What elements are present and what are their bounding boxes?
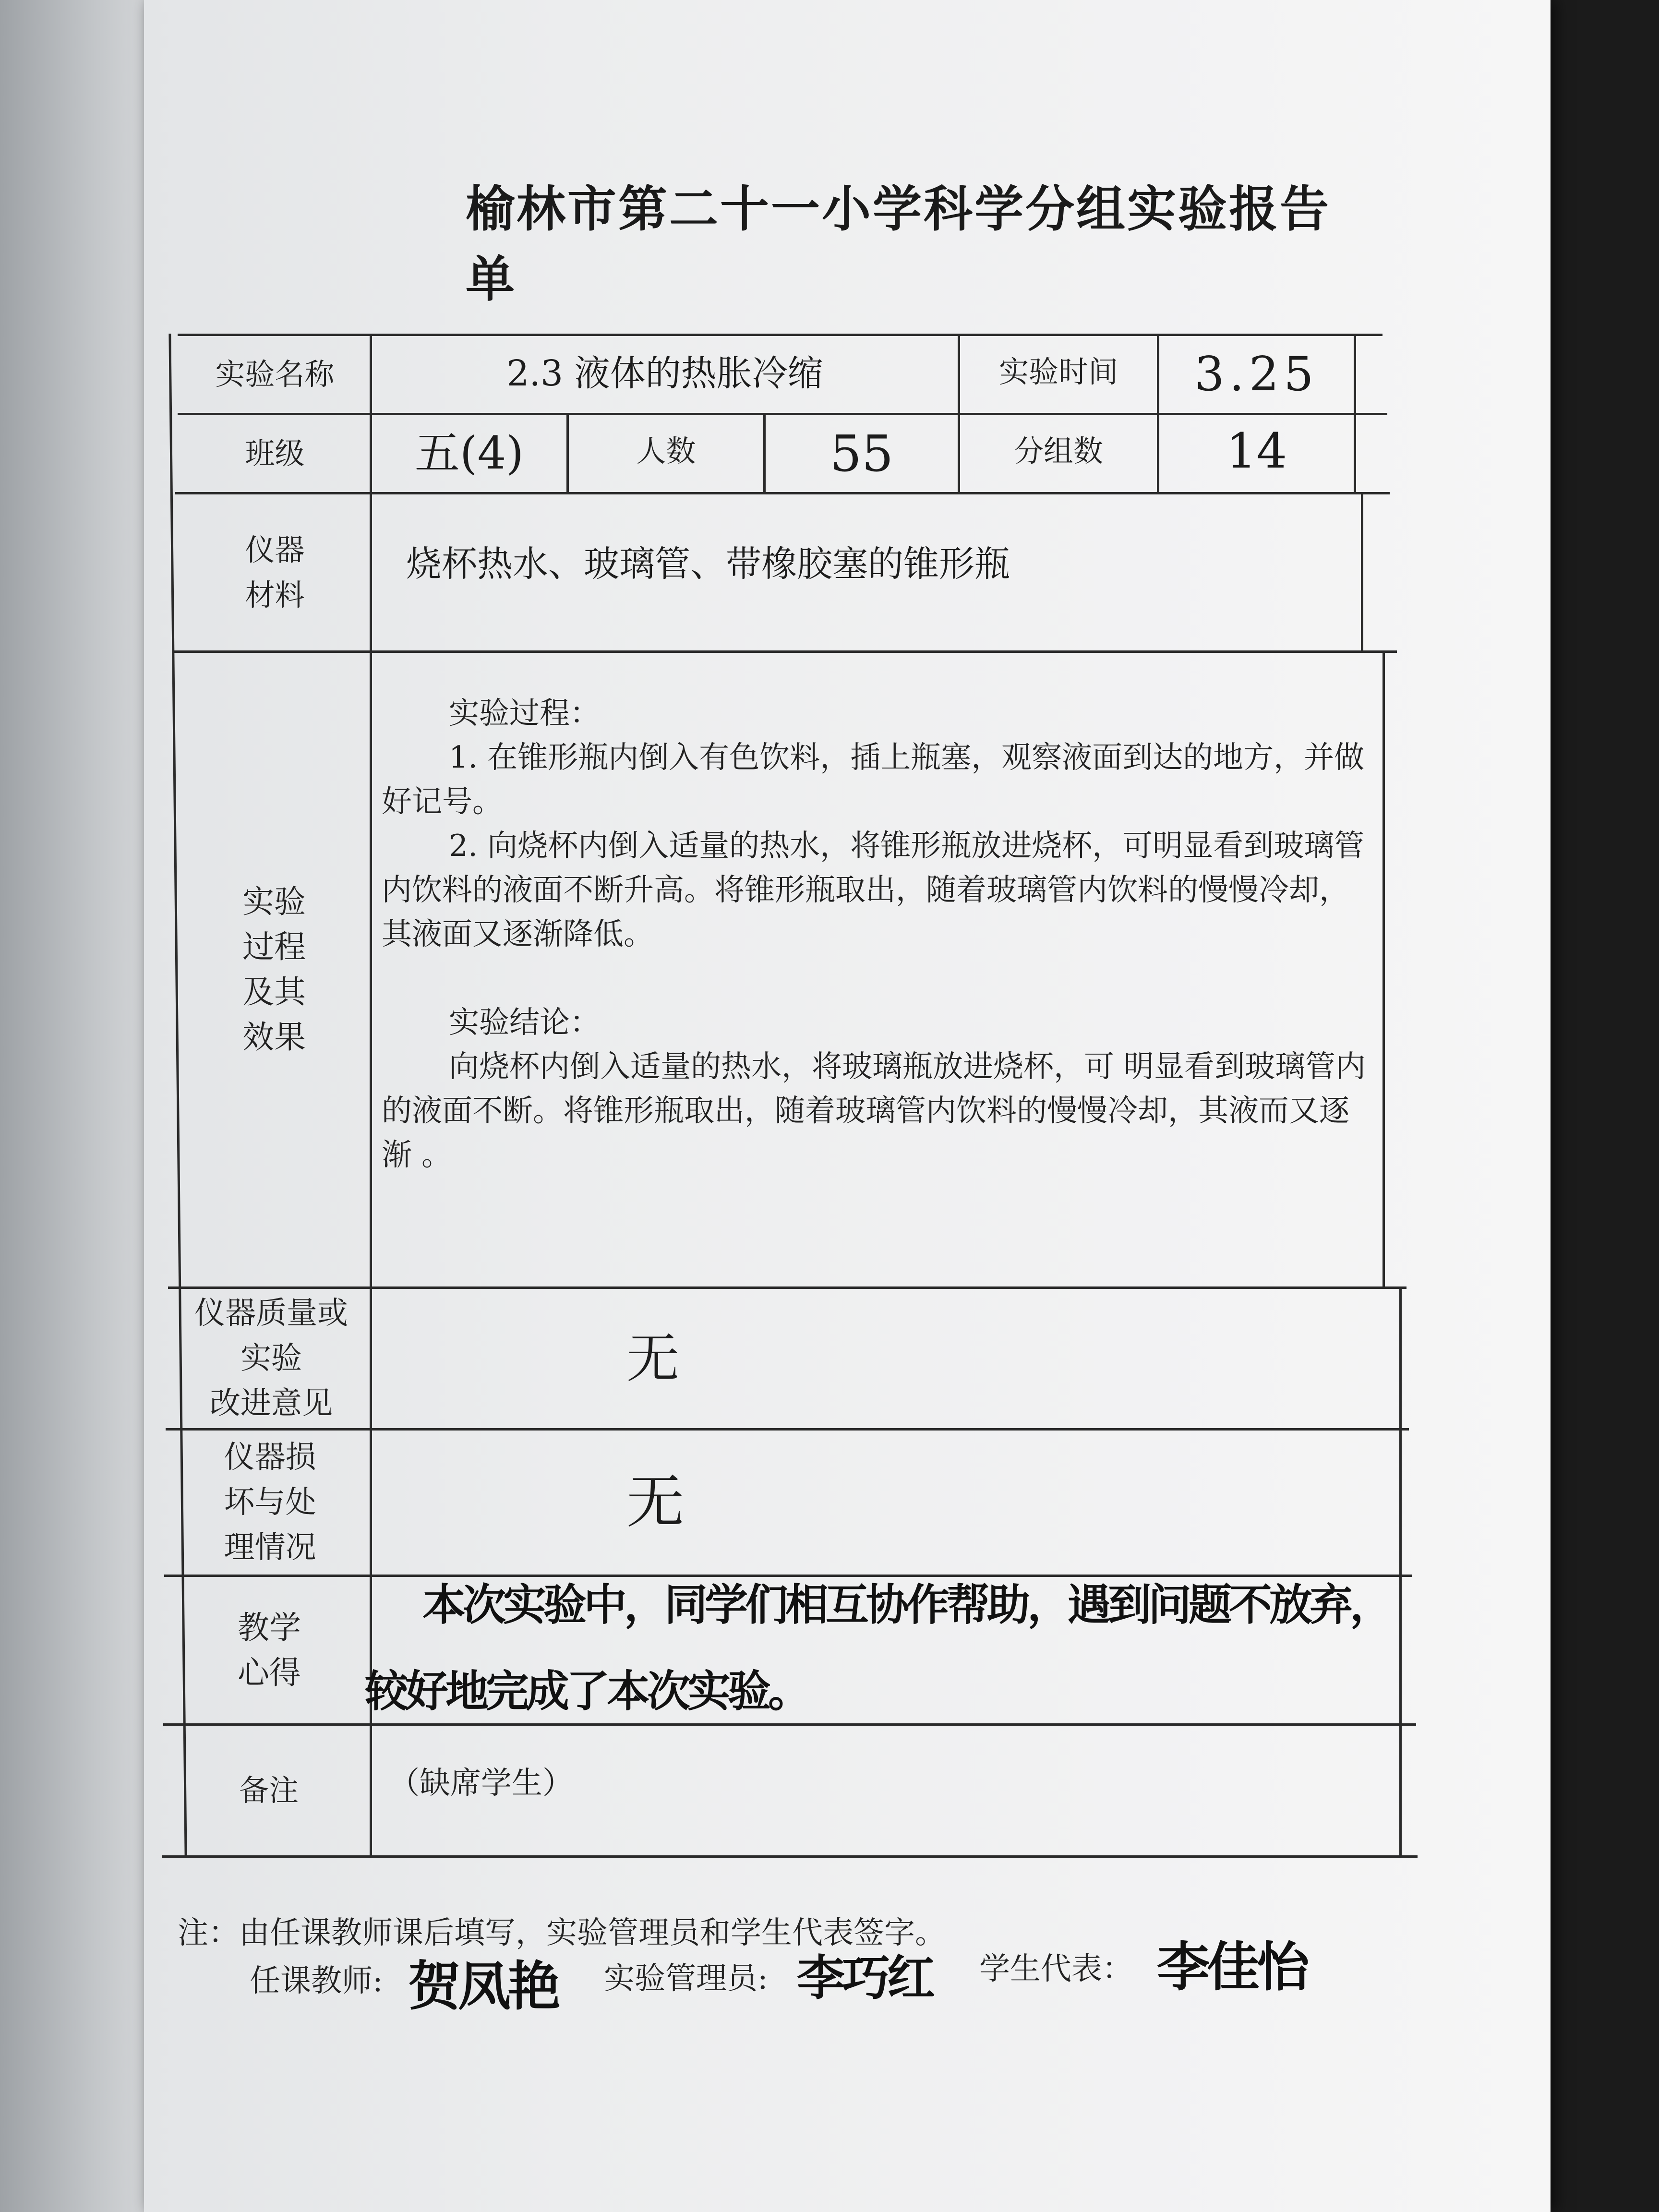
label-class: 班级 (245, 436, 305, 471)
label-damage: 仪器损 坏与处 理情况 (224, 1440, 316, 1565)
value-experiment-time: 3.25 (1194, 347, 1319, 402)
value-remarks: （缺席学生） (389, 1766, 573, 1801)
label-people: 人数 (636, 433, 696, 469)
report-sheet (144, 0, 1551, 2212)
teacher-signature: 贺凤艳 (408, 1955, 558, 2017)
value-people: 55 (830, 424, 894, 483)
label-groups: 分组数 (1013, 433, 1103, 469)
process-step-1: 1. 在锥形瓶内倒入有色饮料，插上瓶塞，观察液面到达的地方，并做好记号。 (382, 740, 1365, 819)
conclusion-text: 向烧杯内倒入适量的热水，将玻璃瓶放进烧杯，可 明显看到玻璃管内的液面不断。将锥形瓶取出，随着玻璃管内饮料的慢慢冷却，其液而又逐渐 。 (382, 1049, 1366, 1172)
label-remarks: 备注 (239, 1773, 299, 1808)
student-label: 学生代表： (979, 1951, 1133, 1987)
reflection-line-1: 本次实验中，同学们相互协作帮助，遇到问题不放弃， (422, 1579, 1390, 1630)
table-border-bottom (162, 1855, 1418, 1858)
admin-signature: 李巧红 (797, 1949, 932, 2006)
label-experiment-time: 实验时间 (998, 354, 1118, 389)
table-border-right (1382, 650, 1385, 1289)
label-quality: 仪器质量或 实验 改进意见 (194, 1296, 348, 1421)
label-reflection: 教学 心得 (238, 1609, 301, 1691)
value-damage: 无 (626, 1469, 684, 1536)
process-heading: 实验过程： (449, 696, 600, 731)
table-border-right (1354, 334, 1356, 492)
value-experiment-name: 2.3 液体的热胀冷缩 (506, 352, 823, 394)
desk-background (0, 0, 158, 2212)
value-groups: 14 (1226, 423, 1287, 479)
value-class: 五(4) (414, 427, 524, 480)
label-materials: 仪器 材料 (245, 532, 305, 613)
footer-note: 注：由任课教师课后填写，实验管理员和学生代表签字。 (178, 1915, 946, 1951)
page-title: 榆林市第二十一小学科学分组实验报告单 (466, 181, 1331, 308)
student-signature: 李佳怡 (1157, 1936, 1307, 1998)
value-materials: 烧杯热水、玻璃管、带橡胶塞的锥形瓶 (406, 543, 1010, 585)
teacher-label: 任课教师: (250, 1963, 383, 1999)
table-border-right (1361, 492, 1363, 650)
process-content (382, 691, 1370, 1177)
reflection-line-2: 较好地完成了本次实验。 (365, 1666, 808, 1717)
table-border-right (1399, 1286, 1402, 1858)
conclusion-heading: 实验结论： (449, 1005, 600, 1040)
process-step-2: 2. 向烧杯内倒入适量的热水，将锥形瓶放进烧杯，可明显看到玻璃管内饮料的液面不断升高。将锥形瓶取出，随着玻璃管内饮料的慢慢冷却，其液面又逐渐降低。 (382, 828, 1365, 951)
label-process: 实验 过程 及其 效果 (242, 883, 306, 1056)
label-experiment-name: 实验名称 (215, 357, 335, 392)
value-quality: 无 (626, 1328, 679, 1389)
admin-label: 实验管理员: (604, 1961, 768, 1996)
